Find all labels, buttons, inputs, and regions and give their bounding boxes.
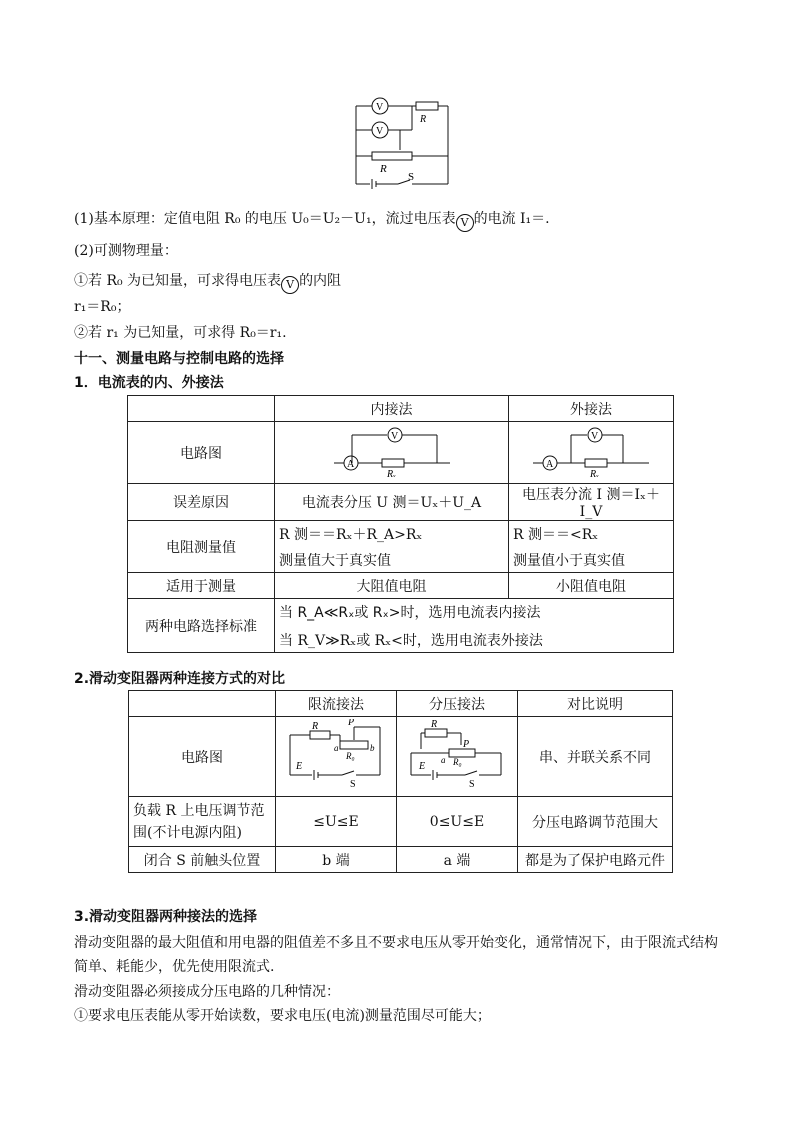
paragraph: 简单、耗能少，优先使用限流式. [74, 959, 275, 975]
case1-result: r₁＝R₀； [74, 299, 131, 315]
current-limiting-circuit [284, 719, 388, 791]
section-11-heading: 十一、测量电路与控制电路的选择 [74, 351, 284, 367]
top-circuit-diagram [350, 96, 455, 192]
measurable-heading: (2)可测物理量： [74, 243, 178, 259]
v2-label: V [376, 126, 384, 137]
external-connection-circuit [531, 425, 651, 477]
svg-text:P: P [463, 738, 470, 750]
voltage-divider-circuit [405, 719, 509, 791]
rheostat-selection-heading: 3.滑动变阻器两种接法的选择 [74, 909, 258, 925]
internal-connection-circuit [332, 425, 452, 477]
rheostat-comparison-heading: 2.滑动变阻器两种连接方式的对比 [74, 671, 286, 687]
voltmeter-icon: V [281, 276, 299, 294]
svg-text:Rₓ: Rₓ [386, 468, 396, 477]
svg-text:S: S [350, 778, 356, 790]
s-label: S [408, 171, 415, 183]
svg-text:A: A [346, 458, 354, 470]
case1-line: ①若 R₀ 为已知量，可求得电压表 V 的内阻 [74, 270, 341, 294]
svg-text:R₀: R₀ [346, 750, 355, 761]
paragraph: 滑动变阻器的最大阻值和用电器的阻值差不多且不要求电压从零开始变化，通常情况下，由于限流式结构 [74, 935, 718, 951]
svg-text:R: R [312, 720, 319, 732]
svg-text:Rₓ: Rₓ [590, 468, 599, 477]
svg-text:R₀: R₀ [453, 756, 462, 767]
principle-line: (1)基本原理：定值电阻 R₀ 的电压 U₀＝U₂－U₁，流过电压表 V 的电流 I₁＝. [74, 208, 550, 232]
svg-text:R: R [431, 718, 438, 730]
svg-text:a: a [334, 742, 339, 753]
r0-label: R [420, 114, 427, 125]
paragraph: ①要求电压表能从零开始读数，要求电压(电流)测量范围尽可能大； [74, 1008, 491, 1024]
svg-text:V: V [390, 430, 398, 442]
svg-text:E: E [296, 760, 303, 772]
ammeter-method-heading: 1．电流表的内、外接法 [74, 375, 224, 391]
svg-text:a: a [441, 754, 446, 765]
v1-label: V [376, 102, 384, 113]
svg-text:A: A [546, 458, 554, 470]
voltmeter-icon: V [456, 214, 474, 232]
svg-text:V: V [591, 430, 599, 442]
paragraph: 滑动变阻器必须接成分压电路的几种情况： [74, 984, 340, 1000]
ammeter-connection-table: 内接法 外接法 电路图 V A Rₓ V A Rₓ 误差原因 电流表分压 U 测＝Uₓ＋U_A 电压表分流 I 测＝Iₓ＋I_V 电阻测量值 R 测＝＝Rₓ＋R_A>Rₓ 测量值大于真实值 R 测＝＝<Rₓ 测量值小于真实值 适用于测量 大阻值电阻 小阻值电阻 两种电路选择标准 当 R_A≪Rₓ或 Rₓ>时，选用电流表内接法 当 R_V≫Rₓ或 Rₓ<时，选用电流表外接法 [127, 395, 674, 653]
r-label: R [380, 163, 387, 175]
case2-line: ②若 r₁ 为已知量，可求得 R₀＝r₁. [74, 325, 287, 341]
svg-text:b: b [370, 742, 375, 753]
svg-text:P: P [348, 718, 355, 728]
svg-text:E: E [419, 760, 426, 772]
rheostat-comparison-table: 限流接法 分压接法 对比说明 电路图 R P a R₀ b E S R P a R₀ E S 串、并联关系不同 负载 R 上电压调节范围(不计电源内阻) ≤U≤E 0≤U≤E 分压电路调节范围大 闭合 S 前触头位置 b 端 a 端 都是为了保护电路元件 [128, 690, 673, 873]
svg-text:S: S [469, 778, 475, 790]
